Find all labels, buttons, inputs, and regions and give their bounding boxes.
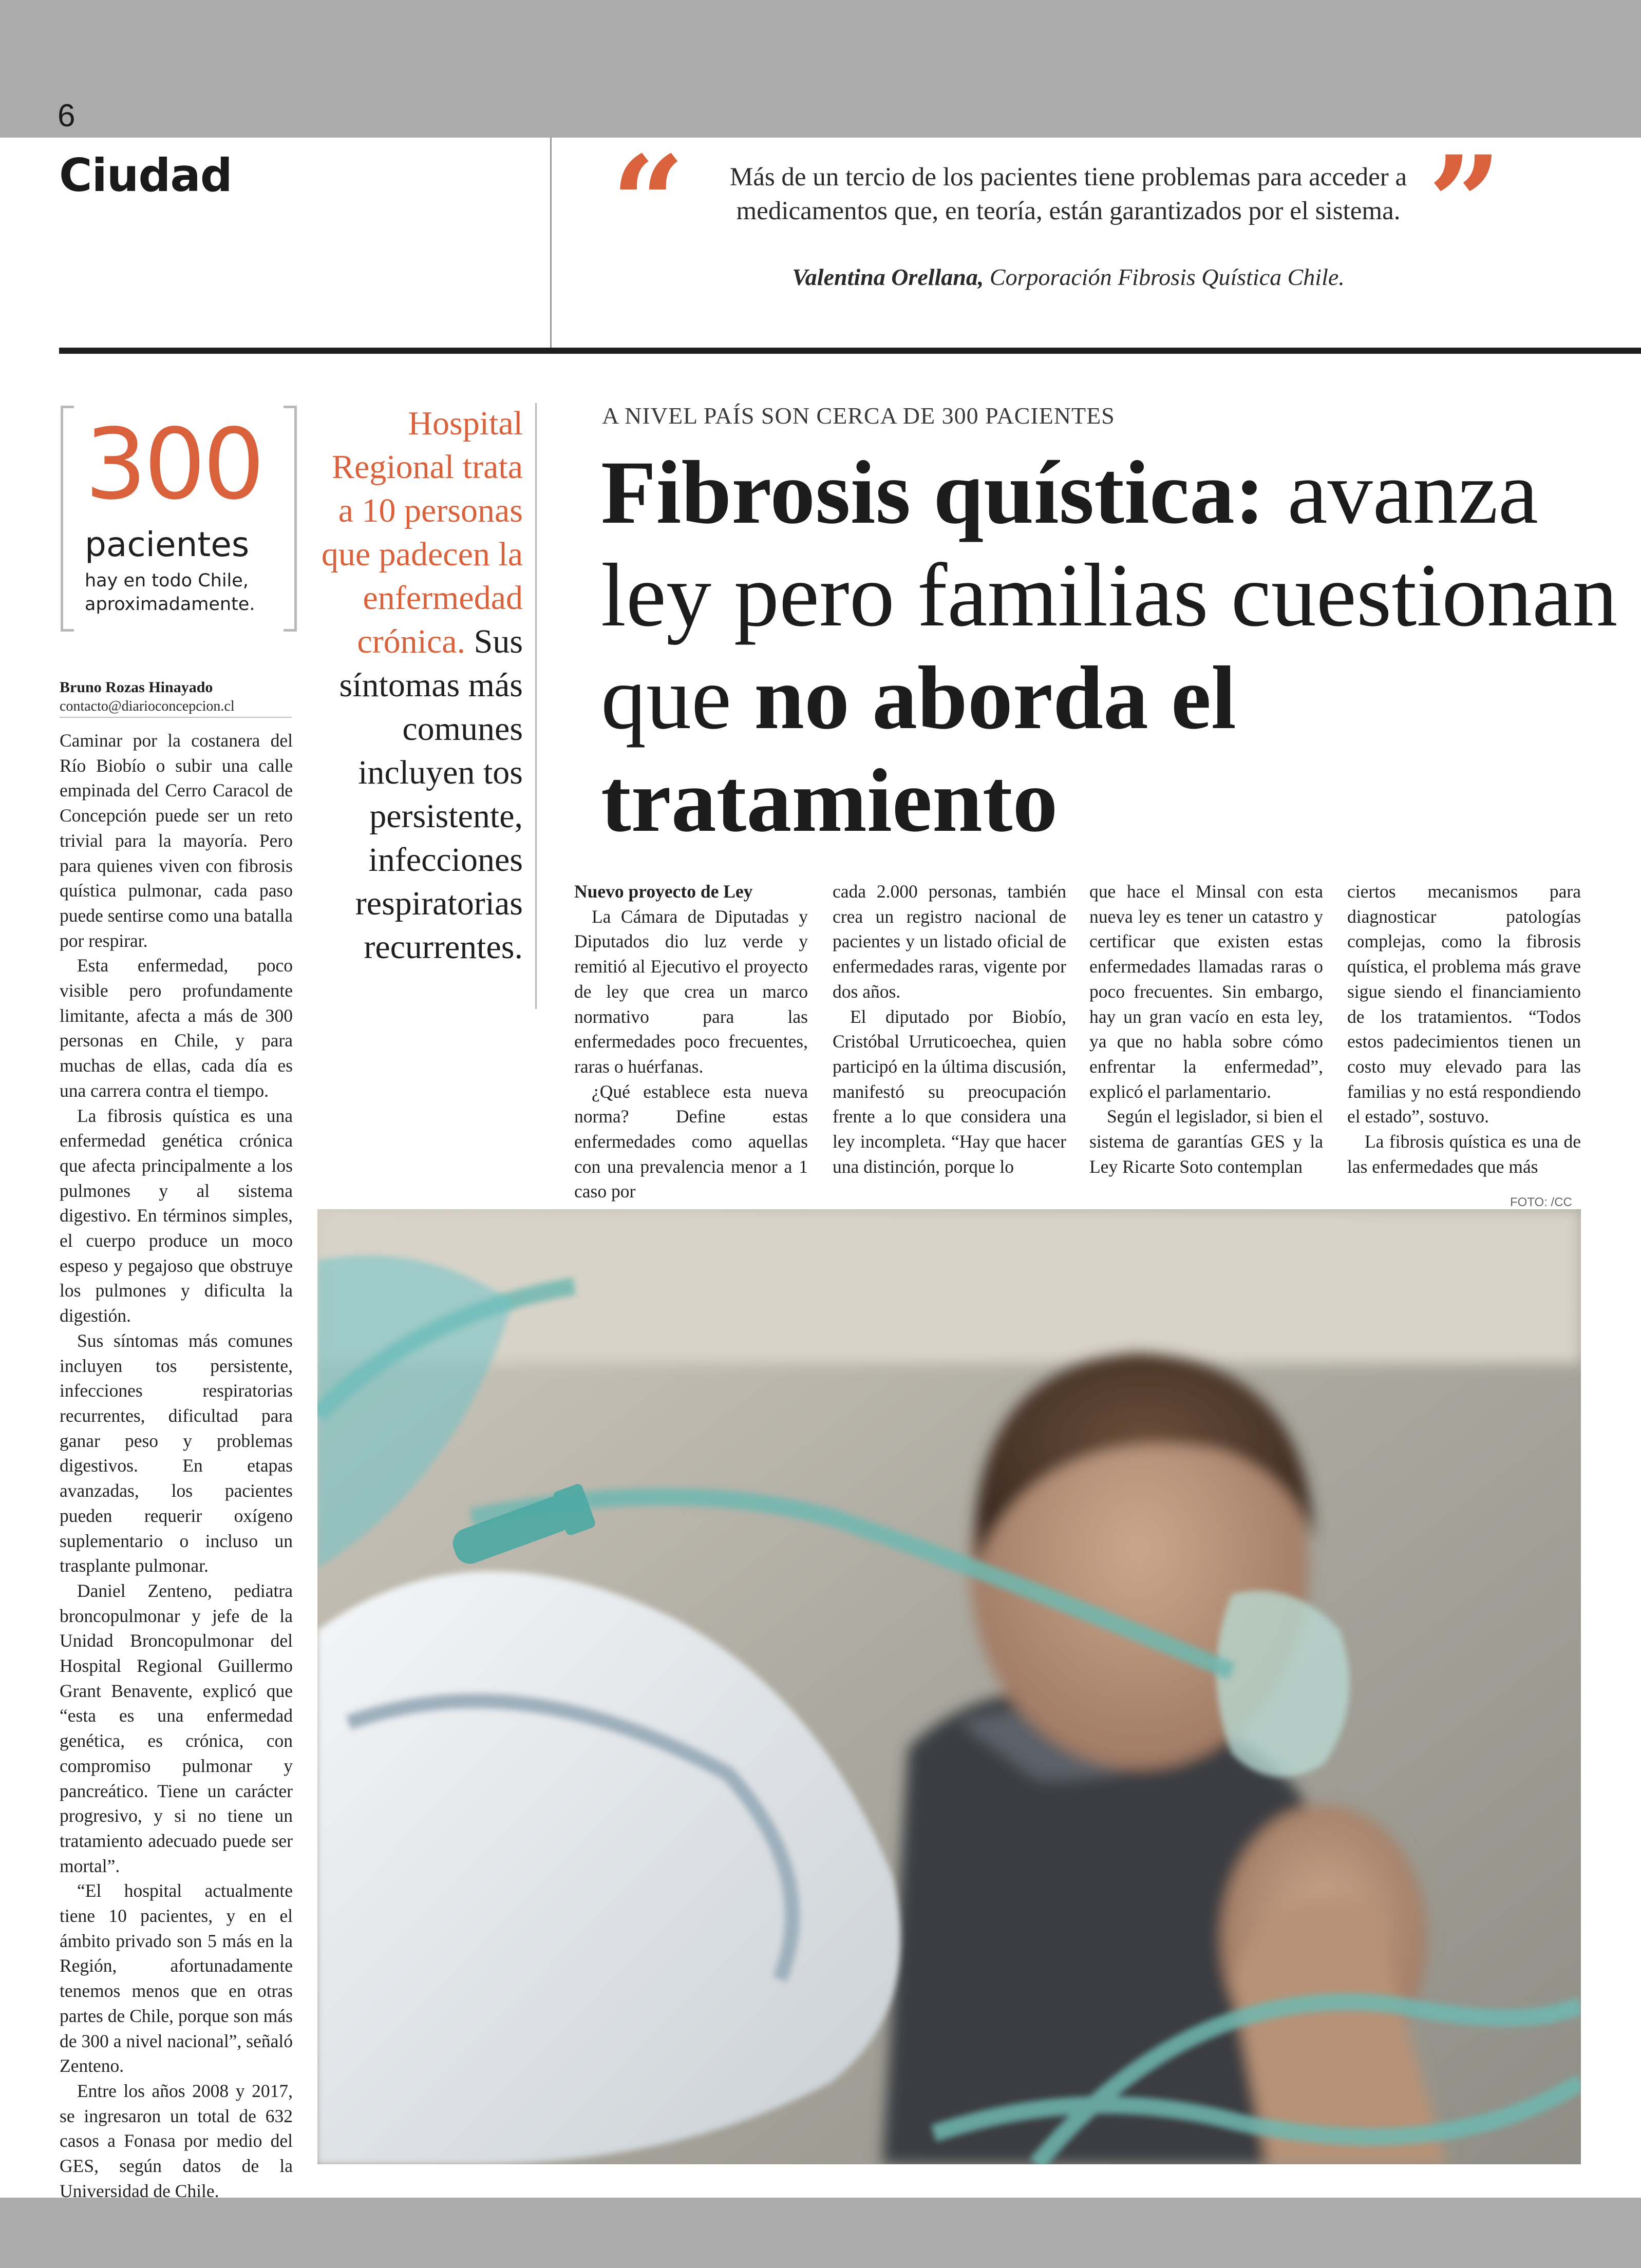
open-quote-mark-icon: “	[611, 127, 685, 278]
quote-author: Valentina Orellana,	[792, 264, 984, 290]
article-column	[833, 879, 1066, 1179]
stat-description	[85, 569, 290, 616]
close-quote-mark-icon: ”	[1428, 127, 1502, 278]
article-photo	[317, 1209, 1581, 2164]
article-paragraph: Caminar por la costanera del Río Biobío o subir una calle empinada del Cerro Caracol de Concepción puede ser un reto trivial para la mayoría. Pero para quienes viven con fibrosis quística pulmonar, cada paso puede sentirse como una batalla por respirar.	[60, 730, 293, 951]
article-paragraph: Sus síntomas más comunes incluyen tos persistente, infecciones respiratorias recurrentes, dificultad para ganar peso y problemas digestivos. En etapas avanzadas, los pacientes pueden requerir oxígeno suplementario o incluso un trasplante pulmonar.	[60, 1330, 293, 1576]
stat-box	[61, 406, 297, 632]
child-nebulizer-photo	[317, 1209, 1581, 2164]
article-column	[574, 879, 808, 1204]
bracket-corner	[284, 406, 297, 408]
byline-divider	[60, 717, 292, 718]
article-paragraph: Entre los años 2008 y 2017, se ingresaron un total de 632 casos a Fonasa por medio del GES, según datos de la Universidad de Chile.	[60, 2080, 293, 2201]
pull-quote-divider	[535, 403, 537, 1009]
quote-organization: Corporación Fibrosis Quística Chile.	[989, 264, 1345, 290]
stat-description-line: aproximadamente.	[85, 594, 255, 615]
article-paragraph: El diputado por Biobío, Cristóbal Urruticoechea, quien participó en la última discusión, manifestó su preocupación frente a lo que considera una ley incompleta. “Hay que hacer una distinción, porque lo	[833, 1006, 1066, 1177]
article-column	[1089, 879, 1323, 1179]
article-paragraph: Daniel Zenteno, pediatra broncopulmonar y jefe de la Unidad Broncopulmonar del Hospital Regional Guillermo Grant Benavente, explicó que “esta es una enfermedad genética, es crónica, con compromiso pulmonar y pancreático. Tiene un carácter progresivo, y si no tiene un tratamiento adecuado puede ser mortal”.	[60, 1580, 293, 1876]
page-number: 6	[58, 98, 76, 134]
header-divider	[550, 138, 552, 349]
article-paragraph: ¿Qué establece esta nueva norma? Define estas enfermedades como aquellas con una prevalencia menor a 1 caso por	[574, 1081, 808, 1202]
byline-author: Bruno Rozas Hinayado	[60, 679, 213, 696]
article-column	[1347, 879, 1581, 1179]
featured-quote	[699, 160, 1438, 228]
photo-credit: FOTO: /CC	[1510, 1195, 1572, 1209]
bracket-corner	[284, 629, 297, 632]
article-paragraph: que hace el Minsal con esta nueva ley es tener un catastro y certificar que existen estas enfermedades llamadas raras o poco frecuentes. Sin embargo, hay un gran vacío en esta ley, ya que no habla sobre cómo enfrentar la enfermedad”, explicó el parlamentario.	[1089, 881, 1323, 1102]
article-paragraph: La fibrosis quística es una enfermedad genética crónica que afecta principalmente a los pulmones y al sistema digestivo. En términos simples, el cuerpo produce un moco espeso y pegajoso que obstruye los pulmones y dificulta la digestión.	[60, 1105, 293, 1326]
stat-description-line: hay en todo Chile,	[85, 570, 249, 591]
headline	[601, 442, 1628, 852]
bracket-corner	[61, 406, 74, 408]
header-rule	[59, 348, 1641, 354]
article-paragraph: cada 2.000 personas, también crea un registro nacional de pacientes y un listado oficial de enfermedades raras, vigente por dos años.	[833, 881, 1066, 1002]
stat-number: 300	[85, 408, 262, 521]
pull-quote	[318, 402, 523, 969]
headline-part: no aborda el tratamiento	[601, 648, 1236, 851]
quote-attribution	[699, 263, 1438, 291]
article-paragraph: ciertos mecanismos para diagnosticar patologías complejas, como la fibrosis quística, el problema más grave sigue siendo el financiamiento de los tratamientos. “Todos estos padecimientos tienen un costo muy elevado para las familias y no está respondiendo el estado”, sostuvo.	[1347, 881, 1581, 1127]
headline-part: avanza ley pero familias cuestionan que	[601, 443, 1618, 748]
article-left-column	[60, 728, 293, 2203]
bracket-corner	[61, 629, 74, 632]
article-paragraph: Esta enfermedad, poco visible pero profundamente limitante, afecta a más de 300 personas en Chile, y para muchas de ellas, cada día es una carrera contra el tiempo.	[60, 955, 293, 1101]
article-paragraph: La fibrosis quística es una de las enfermedades que más	[1347, 1131, 1581, 1177]
stat-label: pacientes	[85, 525, 250, 564]
article-subhead: Nuevo proyecto de Ley	[574, 881, 753, 902]
article-paragraph: “El hospital actualmente tiene 10 pacientes, y en el ámbito privado son 5 más en la Región, afortunadamente tenemos menos que en otras partes de Chile, porque son más de 300 a nivel nacional”, señaló Zenteno.	[60, 1880, 293, 2076]
byline-email[interactable]: contacto@diarioconcepcion.cl	[60, 698, 235, 714]
pull-quote-text: Sus síntomas más comunes incluyen tos persistente, infecciones respiratorias recurrentes.	[339, 623, 523, 966]
pull-quote-highlight: Hospital Regional trata a 10 personas que padecen la enfermedad crónica.	[321, 405, 523, 660]
section-title: Ciudad	[59, 149, 232, 202]
article-paragraph: La Cámara de Diputadas y Diputados dio luz verde y remitió al Ejecutivo el proyecto de ley que crea un marco normativo para las enfermedades poco frecuentes, raras o huérfanas.	[574, 906, 808, 1077]
kicker: A NIVEL PAÍS SON CERCA DE 300 PACIENTES	[602, 403, 1115, 429]
featured-quote-line: medicamentos que, en teoría, están garantizados por el sistema.	[736, 197, 1401, 225]
featured-quote-line: Más de un tercio de los pacientes tiene problemas para acceder a	[729, 163, 1407, 192]
article-paragraph: Según el legislador, si bien el sistema de garantías GES y la Ley Ricarte Soto contemplan	[1089, 1106, 1323, 1177]
headline-part: Fibrosis quística:	[601, 443, 1265, 543]
